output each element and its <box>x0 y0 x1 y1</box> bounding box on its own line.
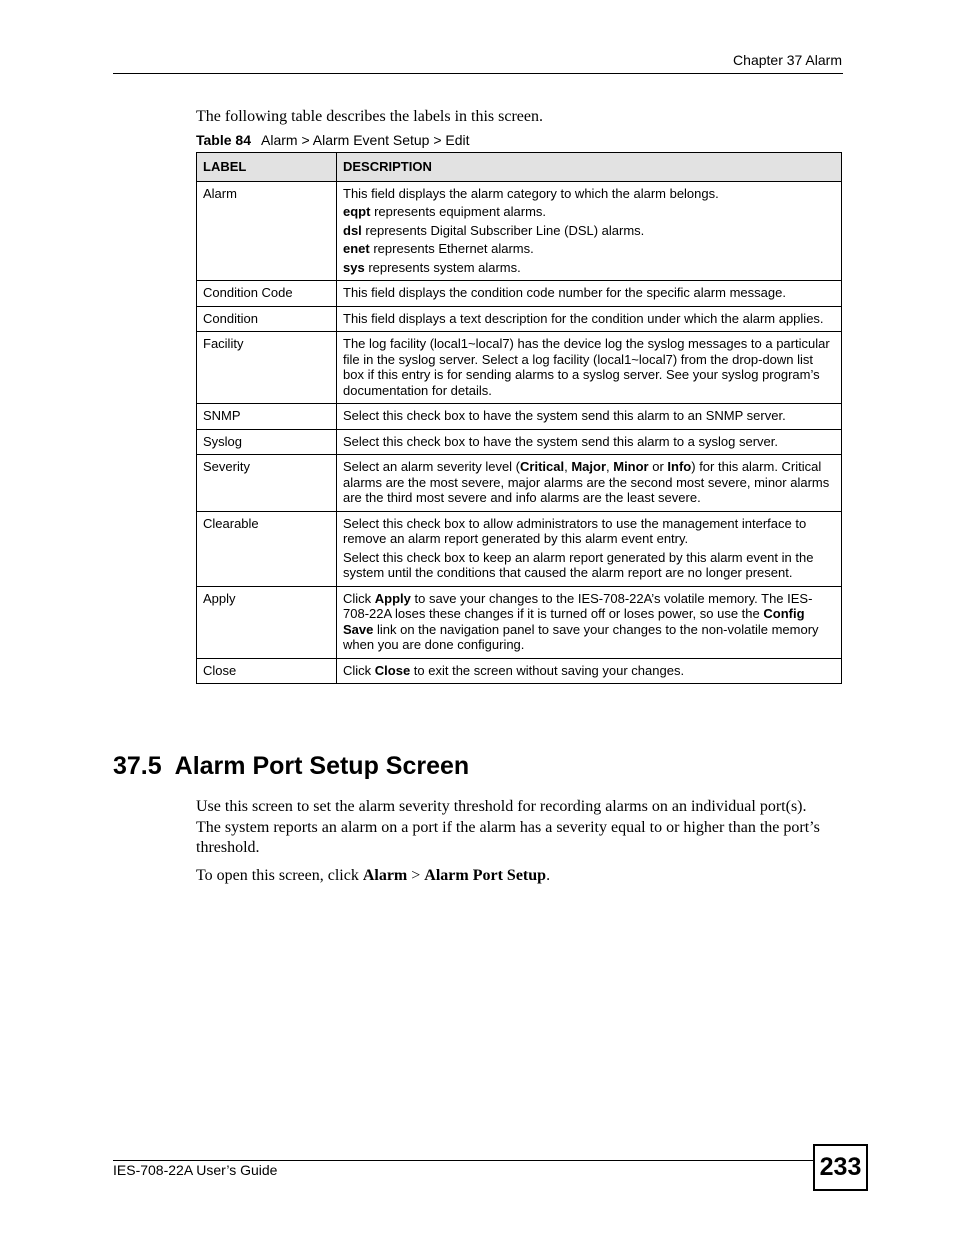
text-run: Select this check box to keep an alarm report generated by this alarm event in the system until the conditions that caused the alarm report are no longer present. <box>343 549 814 580</box>
text-run: represents system alarms. <box>364 259 521 275</box>
header-rule <box>113 73 843 74</box>
row-description <box>337 332 842 404</box>
text-run: Select an alarm severity level ( <box>343 459 521 474</box>
text-run: represents Ethernet alarms. <box>369 241 534 256</box>
page-number: 233 <box>813 1144 868 1191</box>
section-instruction <box>196 866 826 887</box>
text-run: Click <box>343 662 375 678</box>
text-run: . <box>546 867 551 884</box>
description-paragraph <box>343 260 835 276</box>
row-label: Severity <box>197 455 337 512</box>
text-run: to exit the screen without saving your changes. <box>410 662 685 678</box>
text-run: or <box>648 459 668 474</box>
row-label: Close <box>197 658 337 684</box>
label-description-table <box>196 152 842 684</box>
row-label: Apply <box>197 586 337 658</box>
description-paragraph <box>343 434 835 450</box>
table-number: Table 84 <box>196 132 251 148</box>
intro-text: The following table describes the labels in this screen. <box>196 108 544 125</box>
header-label: LABEL <box>197 153 337 182</box>
description-paragraph <box>343 311 835 327</box>
text-run: Select this check box to allow administrators to use the management interface to remove an alarm report generated by this alarm event entry. <box>343 515 807 546</box>
bold-term: Close <box>374 662 411 678</box>
row-label: Condition Code <box>197 281 337 307</box>
bold-term: Alarm <box>362 867 408 884</box>
table-header-row <box>197 153 842 182</box>
table-row <box>197 281 842 307</box>
description-paragraph <box>343 459 835 506</box>
section-heading <box>113 752 469 781</box>
description-paragraph <box>343 516 835 547</box>
text-run: to save your changes to the IES-708-22A’s volatile memory. The IES-708-22A loses these changes if it is turned off or loses power, so use the <box>343 590 813 621</box>
table-row <box>197 586 842 658</box>
row-description <box>337 404 842 430</box>
running-header: Chapter 37 Alarm <box>733 52 842 68</box>
section-paragraph: Use this screen to set the alarm severity threshold for recording alarms on an individual port(s). The system reports an alarm on a port if the alarm has a severity equal to or higher than the port’s threshold. <box>196 798 820 856</box>
table-body <box>197 181 842 684</box>
text-run: > <box>407 867 425 884</box>
text-run: This field displays the alarm category to which the alarm belongs. <box>343 185 719 201</box>
text-run: ) for this alarm. Critical alarms are the most severe, major alarms are the second most severe, minor alarms are the third most severe and info alarms are the least severe. <box>343 459 830 505</box>
row-description <box>337 306 842 332</box>
text-run: To open this screen, click <box>196 867 363 884</box>
bold-term: Config Save <box>343 606 805 637</box>
bold-term: Major <box>571 459 606 474</box>
row-label: Alarm <box>197 181 337 281</box>
bold-term: Alarm Port Setup <box>424 867 547 884</box>
table-row <box>197 455 842 512</box>
row-label: Clearable <box>197 511 337 586</box>
bold-term: dsl <box>343 222 362 238</box>
description-paragraph <box>343 408 835 424</box>
description-paragraph <box>343 223 835 239</box>
footer-guide-title: IES-708-22A User’s Guide <box>113 1162 278 1178</box>
row-label: Condition <box>197 306 337 332</box>
description-paragraph <box>343 186 835 202</box>
table-row <box>197 404 842 430</box>
footer-rule <box>113 1160 813 1161</box>
table-row <box>197 306 842 332</box>
row-description <box>337 181 842 281</box>
table-row <box>197 511 842 586</box>
section-number: 37.5 <box>113 752 162 780</box>
table-row <box>197 332 842 404</box>
description-paragraph <box>343 336 835 398</box>
text-run: link on the navigation panel to save your changes to the non-volatile memory when you are done configuring. <box>343 621 819 652</box>
row-description <box>337 429 842 455</box>
table-title: Alarm > Alarm Event Setup > Edit <box>261 132 470 148</box>
row-description <box>337 658 842 684</box>
description-paragraph <box>343 204 835 220</box>
text-run: , <box>564 459 572 474</box>
table-row <box>197 429 842 455</box>
description-paragraph <box>343 285 835 301</box>
description-paragraph <box>343 550 835 581</box>
bold-term: Apply <box>374 590 411 606</box>
bold-term: eqpt <box>343 204 371 219</box>
table-caption <box>196 132 470 148</box>
bold-term: enet <box>343 241 370 256</box>
text-run: Click <box>343 590 375 606</box>
text-run: The log facility (local1~local7) has the device log the syslog messages to a particular file in the syslog server. Select a log facility (local1~local7) from the drop-down list box if this entry is for sending alarms to a syslog server. See your syslog program’s documentation for details. <box>343 336 830 398</box>
text-run: This field displays a text description for the condition under which the alarm applies. <box>343 310 824 326</box>
text-run: represents equipment alarms. <box>370 204 547 219</box>
table-row <box>197 181 842 281</box>
description-paragraph <box>343 663 835 679</box>
header-description: DESCRIPTION <box>337 153 842 182</box>
table-row <box>197 658 842 684</box>
text-run: Select this check box to have the system send this alarm to an SNMP server. <box>343 408 786 423</box>
row-description <box>337 586 842 658</box>
text-run: represents Digital Subscriber Line (DSL) alarms. <box>361 222 645 238</box>
row-label: Facility <box>197 332 337 404</box>
section-title: Alarm Port Setup Screen <box>174 752 470 780</box>
row-description <box>337 455 842 512</box>
text-run: Select this check box to have the system send this alarm to a syslog server. <box>343 433 778 449</box>
description-paragraph <box>343 241 835 257</box>
bold-term: sys <box>343 259 365 275</box>
row-label: Syslog <box>197 429 337 455</box>
row-description <box>337 511 842 586</box>
text-run: , <box>606 459 614 474</box>
text-run: This field displays the condition code number for the specific alarm message. <box>343 285 786 300</box>
bold-term: Minor <box>613 459 649 474</box>
row-description <box>337 281 842 307</box>
bold-term: Info <box>667 459 692 474</box>
bold-term: Critical <box>520 459 565 474</box>
row-label: SNMP <box>197 404 337 430</box>
description-paragraph <box>343 591 835 653</box>
